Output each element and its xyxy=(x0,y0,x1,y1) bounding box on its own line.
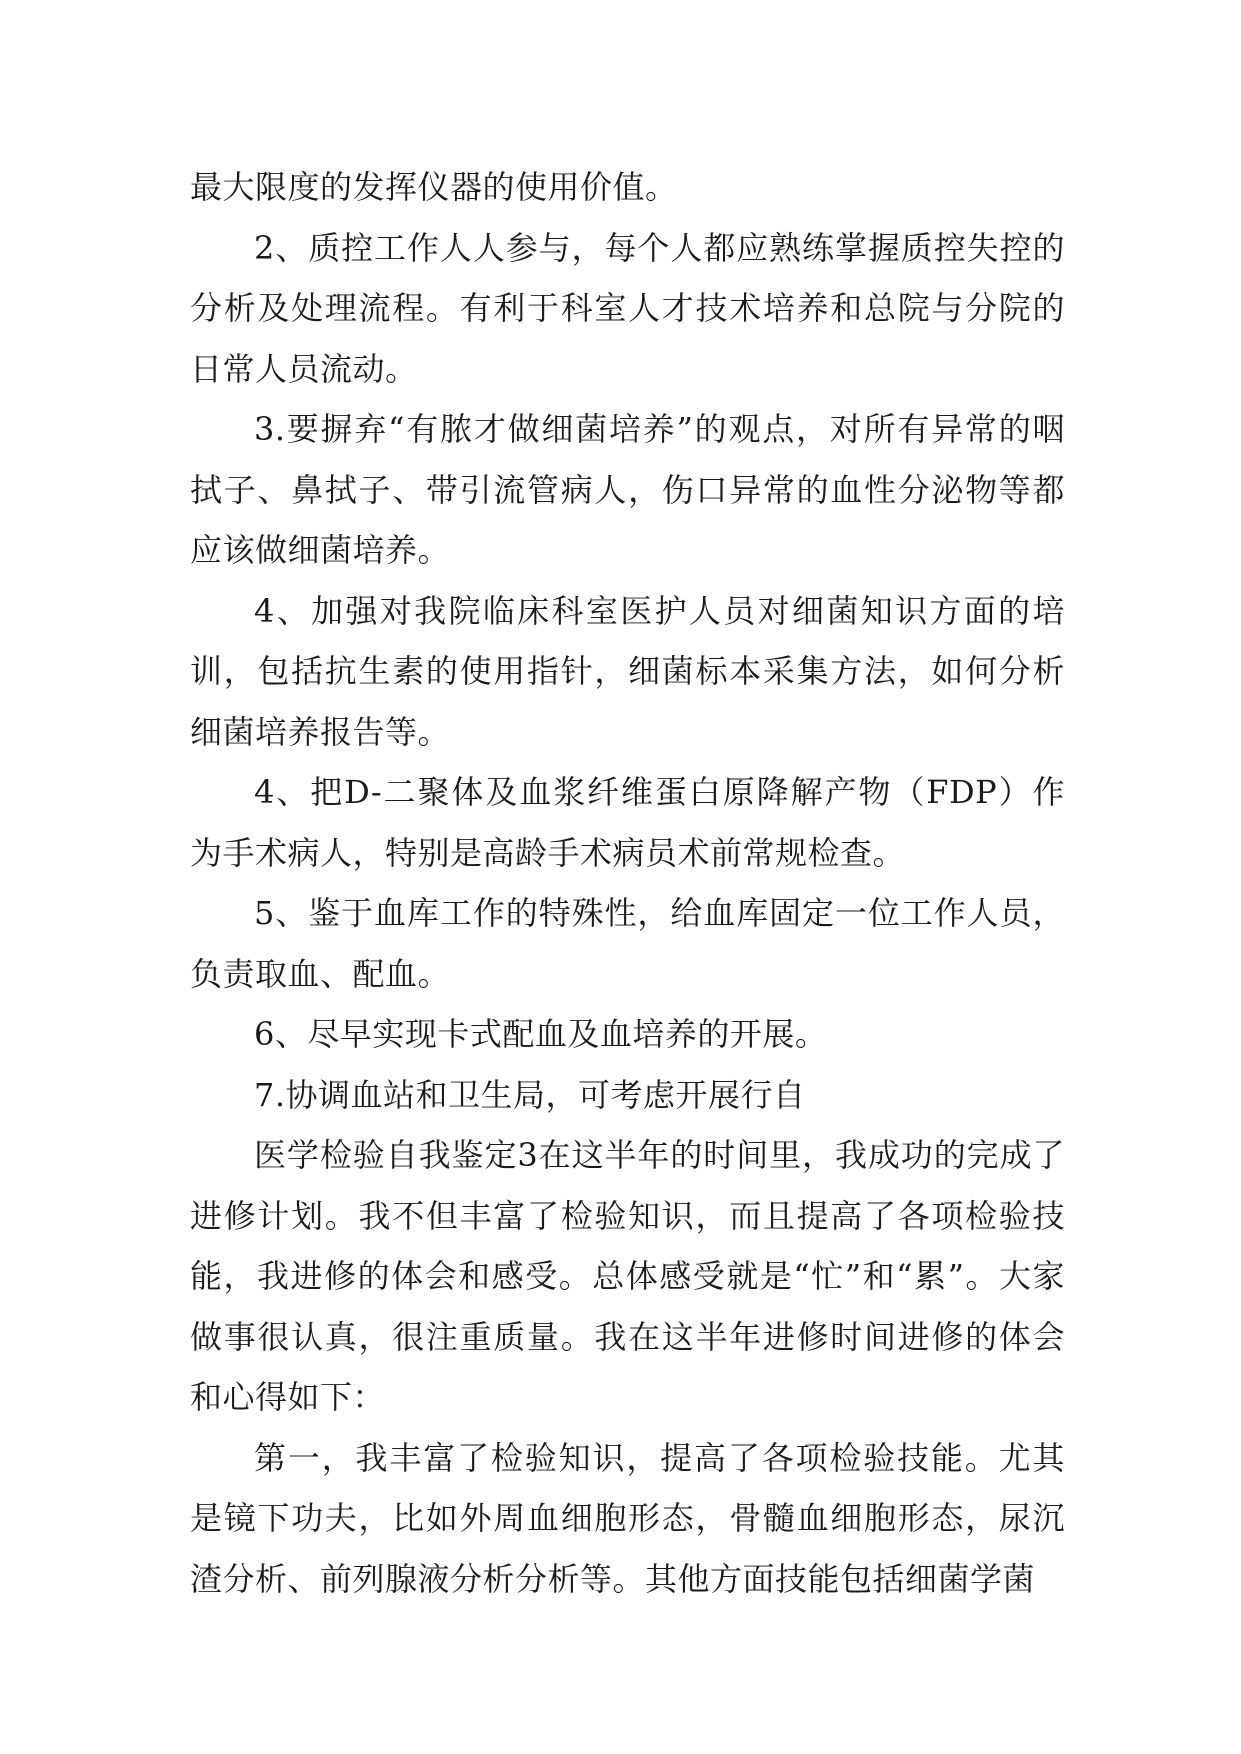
paragraph-9: 医学检验自我鉴定3在这半年的时间里，我成功的完成了进修计划。我不但丰富了检验知识，而且提高了各项检验技能，我进修的体会和感受。总体感受就是“忙”和“累”。大家做事很认真，很注重质量。我在这半年进修时间进修的体会和心得如下： xyxy=(190,1136,1065,1416)
paragraph-4: 4、加强对我院临床科室医护人员对细菌知识方面的培训，包括抗生素的使用指针，细菌标本采集方法，如何分析细菌培养报告等。 xyxy=(190,591,1065,751)
paragraph-6: 5、鉴于血库工作的特殊性，给血库固定一位工作人员，负责取血、配血。 xyxy=(190,894,1065,993)
paragraph-3: 3.要摒弃“有脓才做细菌培养”的观点，对所有异常的咽拭子、鼻拭子、带引流管病人，伤口异常的血性分泌物等都应该做细菌培养。 xyxy=(190,410,1065,569)
paragraph-8: 7.协调血站和卫生局，可考虑开展行自 xyxy=(254,1075,806,1114)
paragraph-2: 2、质控工作人人参与，每个人都应熟练掌握质控失控的分析及处理流程。有利于科室人才技术培养和总院与分院的日常人员流动。 xyxy=(190,228,1065,388)
paragraph-5: 4、把D-二聚体及血浆纤维蛋白原降解产物（FDP）作为手术病人，特别是高龄手术病员术前常规检查。 xyxy=(190,773,1065,872)
document-body xyxy=(190,157,1065,1609)
paragraph-1: 最大限度的发挥仪器的使用价值。 xyxy=(190,168,678,206)
paragraph-7: 6、尽早实现卡式配血及血培养的开展。 xyxy=(254,1015,828,1053)
paragraph-10: 第一，我丰富了检验知识，提高了各项检验技能。尤其是镜下功夫，比如外周血细胞形态，骨髓血细胞形态，尿沉渣分析、前列腺液分析分析等。其他方面技能包括细菌学菌 xyxy=(190,1438,1065,1598)
